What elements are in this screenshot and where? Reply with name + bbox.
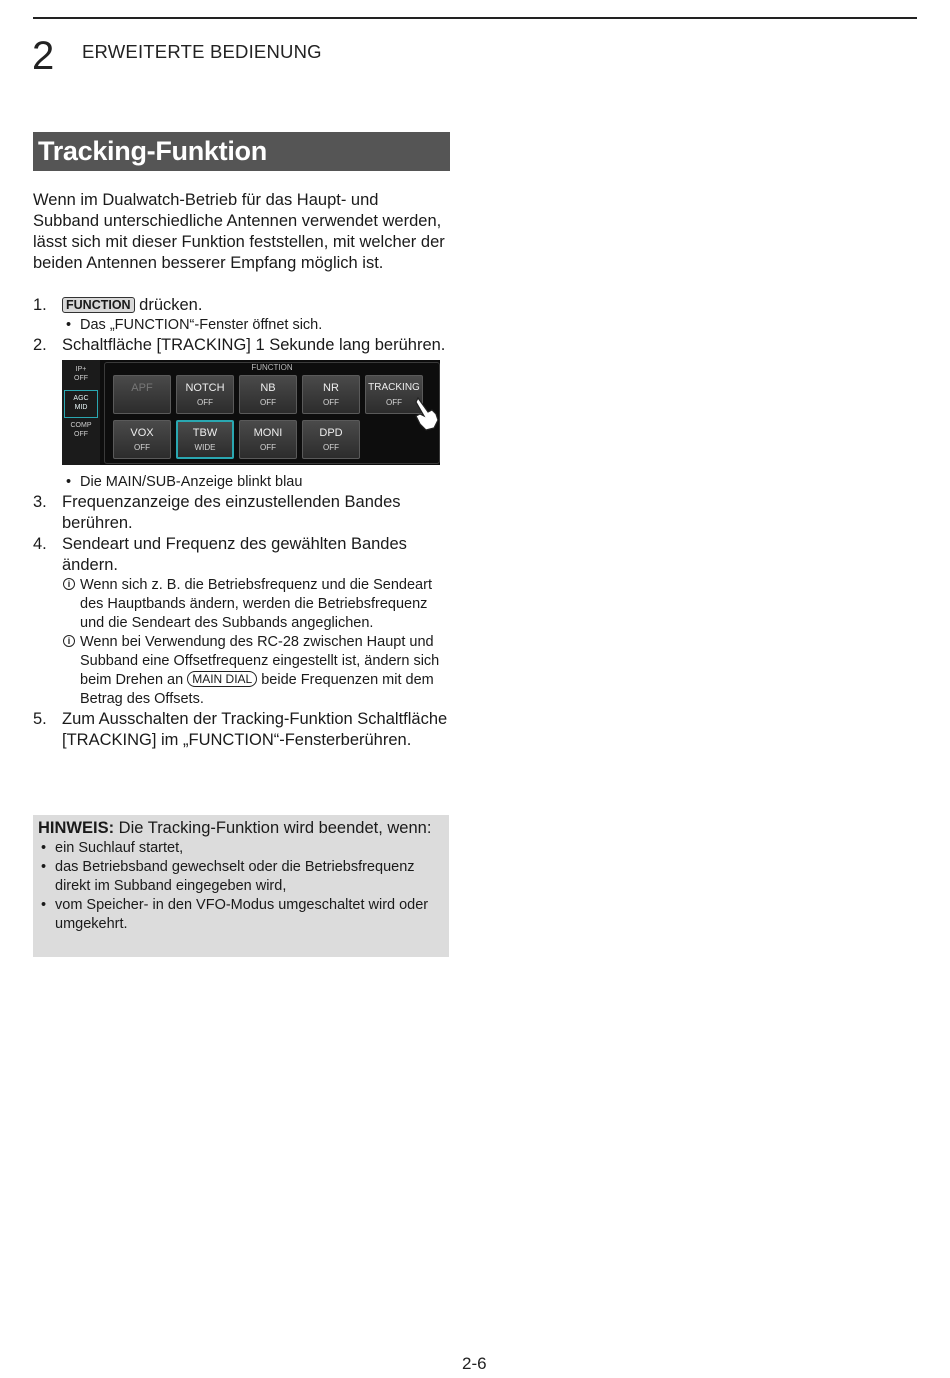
step-text: drücken. (134, 296, 203, 314)
function-window (104, 362, 440, 464)
step-number: 4. (33, 535, 47, 553)
sub-text: Das „FUNCTION“-Fenster öffnet sich. (80, 317, 323, 333)
step-2-sub (33, 473, 449, 492)
step-text: Zum Ausschalten der Tracking-Funktion Schaltfläche [TRACKING] im „FUNCTION“-Fensterberühren. (62, 710, 448, 749)
step-number: 1. (33, 296, 47, 314)
info-icon: i (63, 635, 75, 647)
vox-button[interactable]: VOX OFF (113, 420, 171, 459)
step-1 (33, 295, 449, 316)
main-column (33, 190, 449, 751)
step-number: 3. (33, 493, 47, 511)
nr-button[interactable]: NR OFF (302, 375, 360, 414)
chapter-number: 2 (32, 34, 55, 78)
function-screen-image (62, 360, 440, 465)
tracking-button[interactable]: TRACKING OFF (365, 375, 423, 414)
info-text: Wenn bei Verwendung des RC-28 zwischen Haupt und Subband eine Offsetfrequenz eingestellt ist, ändern sich beim Drehen an (80, 634, 440, 688)
step-1-sub (33, 316, 449, 335)
side-item-ip: IP+ OFF (74, 366, 88, 382)
step-2 (33, 335, 449, 356)
step-5 (33, 709, 449, 751)
main-dial-key-icon: MAIN DIAL (187, 671, 257, 687)
info-icon: i (63, 578, 75, 590)
function-key-icon: FUNCTION (62, 297, 135, 313)
step-4 (33, 534, 449, 576)
chapter-title: ERWEITERTE BEDIENUNG (82, 41, 322, 62)
info-text: beide Frequenzen mit dem Betrag des Offsets. (80, 672, 434, 707)
side-item-agc: AGC MID (64, 390, 98, 418)
apf-button[interactable]: APF (113, 375, 171, 414)
header-rule (33, 17, 917, 19)
bullet-icon: • (66, 474, 72, 490)
pointing-hand-icon (414, 396, 440, 432)
bullet-icon: • (66, 317, 72, 333)
step-number: 5. (33, 710, 47, 728)
intro-paragraph: Wenn im Dualwatch-Betrieb für das Haupt- und Subband unterschiedliche Antennen verwendet werden, lässt sich mit dieser Funktion feststellen, mit welcher der beiden Antennen besserer Empfang möglich ist. (33, 191, 445, 272)
step-text: Frequenzanzeige des einzustellenden Bandes berühren. (62, 493, 401, 532)
step-number: 2. (33, 336, 47, 354)
note-box (33, 815, 449, 957)
notch-button[interactable]: NOTCH OFF (176, 375, 234, 414)
side-item-comp: COMP OFF (70, 422, 92, 438)
step-text: Schaltfläche [TRACKING] 1 Sekunde lang berühren. (62, 336, 446, 354)
note-label: HINWEIS: (38, 819, 115, 837)
note-text: Die Tracking-Funktion wird beendet, wenn: (114, 819, 432, 837)
dpd-button[interactable]: DPD OFF (302, 420, 360, 459)
tbw-button[interactable]: TBW WIDE (176, 420, 234, 459)
step-3 (33, 492, 449, 534)
info-text: Wenn sich z. B. die Betriebsfrequenz und die Sendeart des Hauptbands ändern, werden die Betriebsfrequenz und die Sendeart des Subbands angeglichen. (80, 577, 432, 631)
note-item: • vom Speicher- in den VFO-Modus umgeschaltet wird oder umgekehrt. (41, 897, 429, 932)
section-title: Tracking-Funktion (33, 132, 450, 171)
note-heading (38, 818, 444, 839)
nb-button[interactable]: NB OFF (239, 375, 297, 414)
bullet-icon: • (41, 840, 47, 856)
note-item: • das Betriebsband gewechselt oder die Betriebsfrequenz direkt im Subband eingegeben wird, (41, 859, 415, 894)
bullet-icon: • (41, 859, 47, 875)
sub-text: Die MAIN/SUB-Anzeige blinkt blau (80, 474, 303, 490)
page-number: 2-6 (462, 1354, 487, 1373)
function-window-title: FUNCTION (251, 363, 293, 372)
note-item: • ein Suchlauf startet, (41, 840, 184, 856)
step-4-info-1 (33, 576, 449, 633)
bullet-icon: • (41, 897, 47, 913)
step-4-info-2 (33, 633, 449, 709)
step-text: Sendeart und Frequenz des gewählten Bandes ändern. (62, 535, 407, 574)
side-panel (62, 360, 100, 465)
moni-button[interactable]: MONI OFF (239, 420, 297, 459)
